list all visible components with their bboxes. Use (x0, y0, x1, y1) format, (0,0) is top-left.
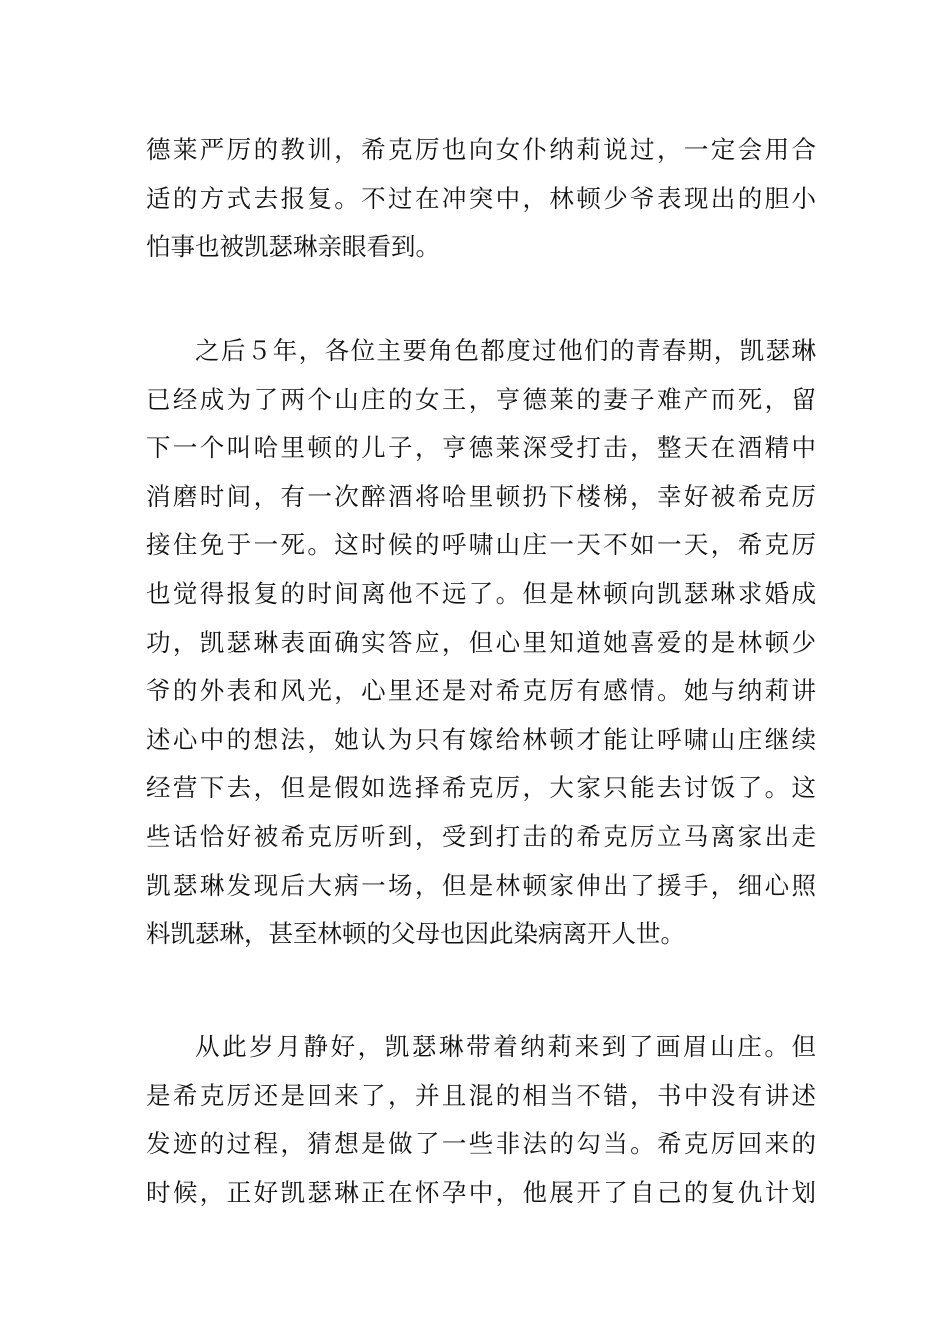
paragraph-line: 发迹的过程，猜想是做了一些非法的勾当。希克厉回来的 (146, 1129, 816, 1159)
paragraph-line: 也觉得报复的时间离他不远了。但是林顿向凯瑟琳求婚成 (146, 578, 816, 608)
paragraph-line: 些话恰好被希克厉听到，受到打击的希克厉立马离家出走 (146, 821, 816, 851)
paragraph-2 (146, 327, 816, 959)
paragraph-line: 时候，正好凯瑟琳正在怀孕中，他展开了自己的复仇计划 (146, 1177, 816, 1207)
paragraph-line: 从此岁月静好，凯瑟琳带着纳莉来到了画眉山庄。但 (195, 1032, 816, 1061)
paragraph-line: 德莱严厉的教训，希克厉也向女仆纳莉说过，一定会用合 (146, 135, 816, 164)
paragraph-line: 之后５年，各位主要角色都度过他们的青春期，凯瑟琳 (195, 336, 816, 365)
paragraph-line: 下一个叫哈里顿的儿子，亨德莱深受打击，整天在酒精中 (146, 433, 816, 463)
paragraph-line: 功，凯瑟琳表面确实答应，但心里知道她喜爱的是林顿少 (146, 627, 816, 657)
paragraph-line: 经营下去，但是假如选择希克厉，大家只能去讨饭了。这 (146, 773, 816, 803)
paragraph-line: 接住免于一死。这时候的呼啸山庄一天不如一天，希克厉 (146, 530, 816, 560)
paragraph-line: 爷的外表和风光，心里还是对希克厉有感情。她与纳莉讲 (146, 676, 816, 706)
paragraph-3 (146, 1023, 816, 1217)
paragraph-line: 消磨时间，有一次醉酒将哈里顿扔下楼梯，幸好被希克厉 (146, 481, 816, 511)
paragraph-line: 凯瑟琳发现后大病一场，但是林顿家伸出了援手，细心照 (146, 870, 816, 900)
paragraph-line: 料凯瑟琳，甚至林顿的父母也因此染病离开人世。 (146, 919, 685, 949)
paragraph-1 (146, 126, 816, 272)
paragraph-line: 已经成为了两个山庄的女王，亨德莱的妻子难产而死，留 (146, 384, 816, 414)
paragraph-line: 适的方式去报复。不过在冲突中，林顿少爷表现出的胆小 (146, 183, 816, 213)
paragraph-line: 怕事也被凯瑟琳亲眼看到。 (146, 232, 440, 262)
paragraph-line: 是希克厉还是回来了，并且混的相当不错，书中没有讲述 (146, 1080, 816, 1110)
paragraph-line: 述心中的想法，她认为只有嫁给林顿才能让呼啸山庄继续 (146, 724, 816, 754)
